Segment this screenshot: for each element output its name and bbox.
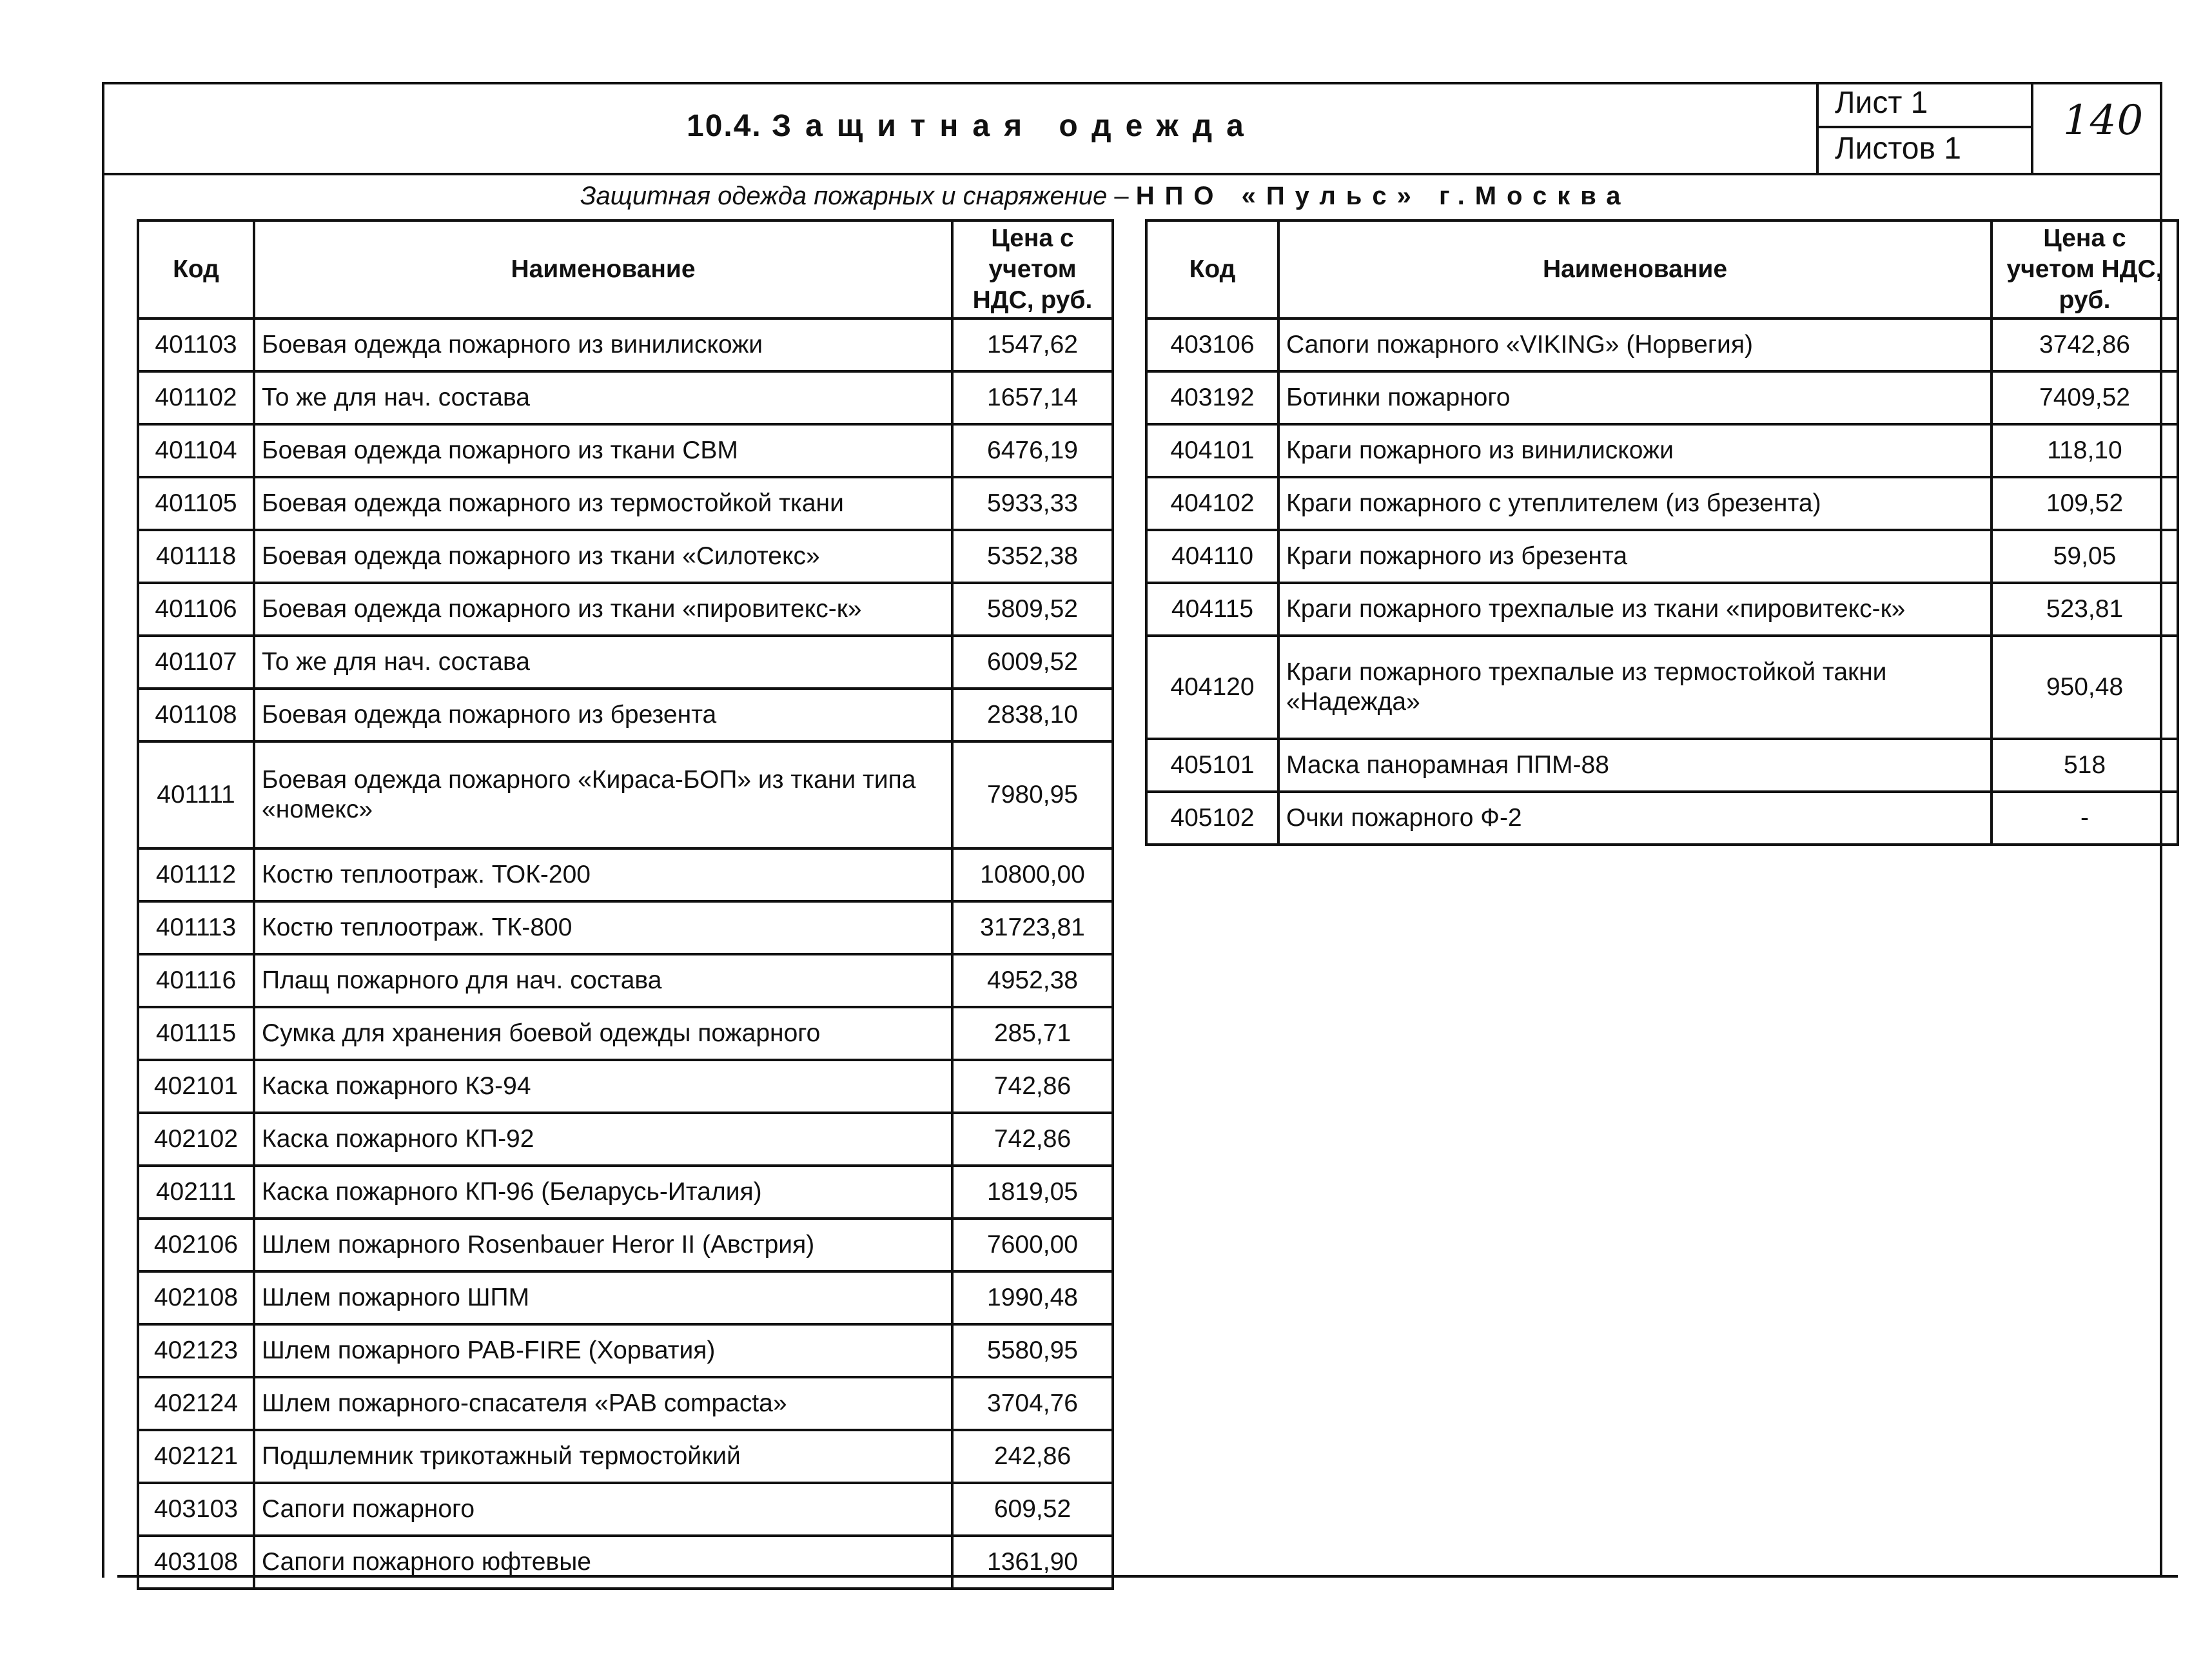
price-cell: 31723,81 [952, 901, 1113, 954]
price-table-left [137, 219, 1114, 1590]
code-cell: 401108 [138, 689, 254, 741]
column-header-name: Наименование [254, 220, 952, 318]
code-cell: 401103 [138, 318, 254, 371]
table-row [138, 636, 1113, 689]
price-cell: 1990,48 [952, 1271, 1113, 1324]
title-text: Защитная одежда [772, 109, 1258, 143]
price-cell: 10800,00 [952, 848, 1113, 901]
table-row [138, 1377, 1113, 1430]
code-cell: 404115 [1146, 583, 1278, 636]
name-cell: Плащ пожарного для нач. состава [254, 954, 952, 1007]
code-cell: 403192 [1146, 371, 1278, 424]
name-cell: То же для нач. состава [254, 636, 952, 689]
table-row [138, 583, 1113, 636]
column-header-code: Код [1146, 220, 1278, 318]
price-table-right [1145, 219, 2179, 846]
name-cell: Сумка для хранения боевой одежды пожарного [254, 1007, 952, 1060]
table-row [138, 689, 1113, 741]
table-row [138, 1324, 1113, 1377]
code-cell: 401113 [138, 901, 254, 954]
price-cell: 109,52 [1992, 477, 2178, 530]
price-cell: 5352,38 [952, 530, 1113, 583]
table-row [138, 1007, 1113, 1060]
table-row [138, 1060, 1113, 1113]
table-row [138, 1113, 1113, 1166]
price-cell: - [1992, 792, 2178, 845]
code-cell: 401105 [138, 477, 254, 530]
name-cell: Боевая одежда пожарного из термостойкой ткани [254, 477, 952, 530]
table-header-row [1146, 220, 2178, 318]
name-cell: Краги пожарного из брезента [1278, 530, 1992, 583]
name-cell: Боевая одежда пожарного из винилискожи [254, 318, 952, 371]
table-row [1146, 530, 2178, 583]
code-cell: 404110 [1146, 530, 1278, 583]
name-cell: Маска панорамная ППМ-88 [1278, 739, 1992, 792]
price-cell: 5933,33 [952, 477, 1113, 530]
code-cell: 401106 [138, 583, 254, 636]
name-cell: Боевая одежда пожарного «Кираса-БОП» из ткани типа «номекс» [254, 741, 952, 848]
price-cell: 5809,52 [952, 583, 1113, 636]
name-cell: Сапоги пожарного [254, 1483, 952, 1536]
code-cell: 402106 [138, 1219, 254, 1271]
code-cell: 402108 [138, 1271, 254, 1324]
section-heading-org: НПО «Пульс» г.Москва [1135, 182, 1631, 210]
name-cell: Боевая одежда пожарного из брезента [254, 689, 952, 741]
name-cell: Краги пожарного трехпалые из термостойкой такни «Надежда» [1278, 636, 1992, 739]
code-cell: 403103 [138, 1483, 254, 1536]
sheet-info-divider [1816, 126, 2033, 128]
table-row [138, 530, 1113, 583]
table-row [138, 477, 1113, 530]
name-cell: Шлем пожарного PAB-FIRE (Хорватия) [254, 1324, 952, 1377]
name-cell: Каска пожарного КЗ-94 [254, 1060, 952, 1113]
table-row [138, 848, 1113, 901]
code-cell: 402123 [138, 1324, 254, 1377]
price-cell: 523,81 [1992, 583, 2178, 636]
table-row [1146, 739, 2178, 792]
table-row [1146, 371, 2178, 424]
name-cell: Костю теплоотраж. ТК-800 [254, 901, 952, 954]
name-cell: Боевая одежда пожарного из ткани «пировитекс-к» [254, 583, 952, 636]
price-cell: 6476,19 [952, 424, 1113, 477]
code-cell: 404102 [1146, 477, 1278, 530]
sheets-count-label: Листов 1 [1835, 132, 1961, 166]
price-cell: 7409,52 [1992, 371, 2178, 424]
code-cell: 401104 [138, 424, 254, 477]
table-row [1146, 583, 2178, 636]
code-cell: 402121 [138, 1430, 254, 1483]
name-cell: Сапоги пожарного «VIKING» (Норвегия) [1278, 318, 1992, 371]
price-cell: 742,86 [952, 1113, 1113, 1166]
code-cell: 402124 [138, 1377, 254, 1430]
table-row [138, 741, 1113, 848]
price-cell: 118,10 [1992, 424, 2178, 477]
price-cell: 285,71 [952, 1007, 1113, 1060]
price-cell: 3704,76 [952, 1377, 1113, 1430]
price-cell: 609,52 [952, 1483, 1113, 1536]
code-cell: 402101 [138, 1060, 254, 1113]
table-row [138, 371, 1113, 424]
price-cell: 59,05 [1992, 530, 2178, 583]
name-cell: Боевая одежда пожарного из ткани «Силотекс» [254, 530, 952, 583]
code-cell: 404120 [1146, 636, 1278, 739]
table-row [138, 901, 1113, 954]
name-cell: Сапоги пожарного юфтевые [254, 1536, 952, 1589]
section-heading-italic: Защитная одежда пожарных и снаряжение [580, 182, 1108, 210]
code-cell: 403106 [1146, 318, 1278, 371]
price-cell: 1657,14 [952, 371, 1113, 424]
price-cell: 3742,86 [1992, 318, 2178, 371]
table-row [1146, 318, 2178, 371]
name-cell: Ботинки пожарного [1278, 371, 1992, 424]
name-cell: Каска пожарного КП-96 (Беларусь-Италия) [254, 1166, 952, 1219]
name-cell: Очки пожарного Ф-2 [1278, 792, 1992, 845]
price-cell: 2838,10 [952, 689, 1113, 741]
code-cell: 401116 [138, 954, 254, 1007]
code-cell: 401107 [138, 636, 254, 689]
table-row [138, 954, 1113, 1007]
code-cell: 405101 [1146, 739, 1278, 792]
price-table-right-body [1146, 318, 2178, 845]
name-cell: Шлем пожарного-спасателя «PAB compacta» [254, 1377, 952, 1430]
name-cell: Краги пожарного с утеплителем (из брезента) [1278, 477, 1992, 530]
table-row [1146, 792, 2178, 845]
name-cell: Краги пожарного из винилискожи [1278, 424, 1992, 477]
name-cell: То же для нач. состава [254, 371, 952, 424]
code-cell: 401118 [138, 530, 254, 583]
table-row [1146, 477, 2178, 530]
price-cell: 242,86 [952, 1430, 1113, 1483]
name-cell: Каска пожарного КП-92 [254, 1113, 952, 1166]
code-cell: 401115 [138, 1007, 254, 1060]
document-title [687, 108, 1258, 144]
table-row [138, 1271, 1113, 1324]
table-row [138, 1430, 1113, 1483]
price-cell: 1361,90 [952, 1536, 1113, 1589]
code-cell: 401112 [138, 848, 254, 901]
table-row [1146, 636, 2178, 739]
price-cell: 1819,05 [952, 1166, 1113, 1219]
code-cell: 402102 [138, 1113, 254, 1166]
code-cell: 403108 [138, 1536, 254, 1589]
column-header-name: Наименование [1278, 220, 1992, 318]
section-heading-dash: – [1107, 182, 1136, 210]
code-cell: 401102 [138, 371, 254, 424]
code-cell: 401111 [138, 741, 254, 848]
name-cell: Костю теплоотраж. ТОК-200 [254, 848, 952, 901]
price-cell: 518 [1992, 739, 2178, 792]
table-header-row [138, 220, 1113, 318]
title-number: 10.4. [687, 109, 762, 143]
code-cell: 405102 [1146, 792, 1278, 845]
section-heading [580, 182, 1631, 211]
column-header-price: Цена с учетом НДС, руб. [1992, 220, 2178, 318]
table-row [138, 1536, 1113, 1589]
price-table-left-body [138, 318, 1113, 1589]
handwritten-page-number: 140 [2063, 97, 2144, 144]
name-cell: Шлем пожарного Rosenbauer Heror II (Австрия) [254, 1219, 952, 1271]
code-cell: 402111 [138, 1166, 254, 1219]
table-row [138, 1166, 1113, 1219]
price-cell: 1547,62 [952, 318, 1113, 371]
table-row [138, 424, 1113, 477]
name-cell: Краги пожарного трехпалые из ткани «пировитекс-к» [1278, 583, 1992, 636]
table-row [138, 1483, 1113, 1536]
price-cell: 7980,95 [952, 741, 1113, 848]
column-header-price: Цена с учетом НДС, руб. [952, 220, 1113, 318]
name-cell: Подшлемник трикотажный термостойкий [254, 1430, 952, 1483]
table-row [1146, 424, 2178, 477]
column-header-code: Код [138, 220, 254, 318]
price-cell: 7600,00 [952, 1219, 1113, 1271]
price-cell: 742,86 [952, 1060, 1113, 1113]
name-cell: Боевая одежда пожарного из ткани СВМ [254, 424, 952, 477]
table-row [138, 318, 1113, 371]
price-cell: 4952,38 [952, 954, 1113, 1007]
price-cell: 950,48 [1992, 636, 2178, 739]
price-cell: 5580,95 [952, 1324, 1113, 1377]
price-cell: 6009,52 [952, 636, 1113, 689]
sheet-label: Лист 1 [1835, 86, 1928, 120]
code-cell: 404101 [1146, 424, 1278, 477]
table-row [138, 1219, 1113, 1271]
name-cell: Шлем пожарного ШПМ [254, 1271, 952, 1324]
